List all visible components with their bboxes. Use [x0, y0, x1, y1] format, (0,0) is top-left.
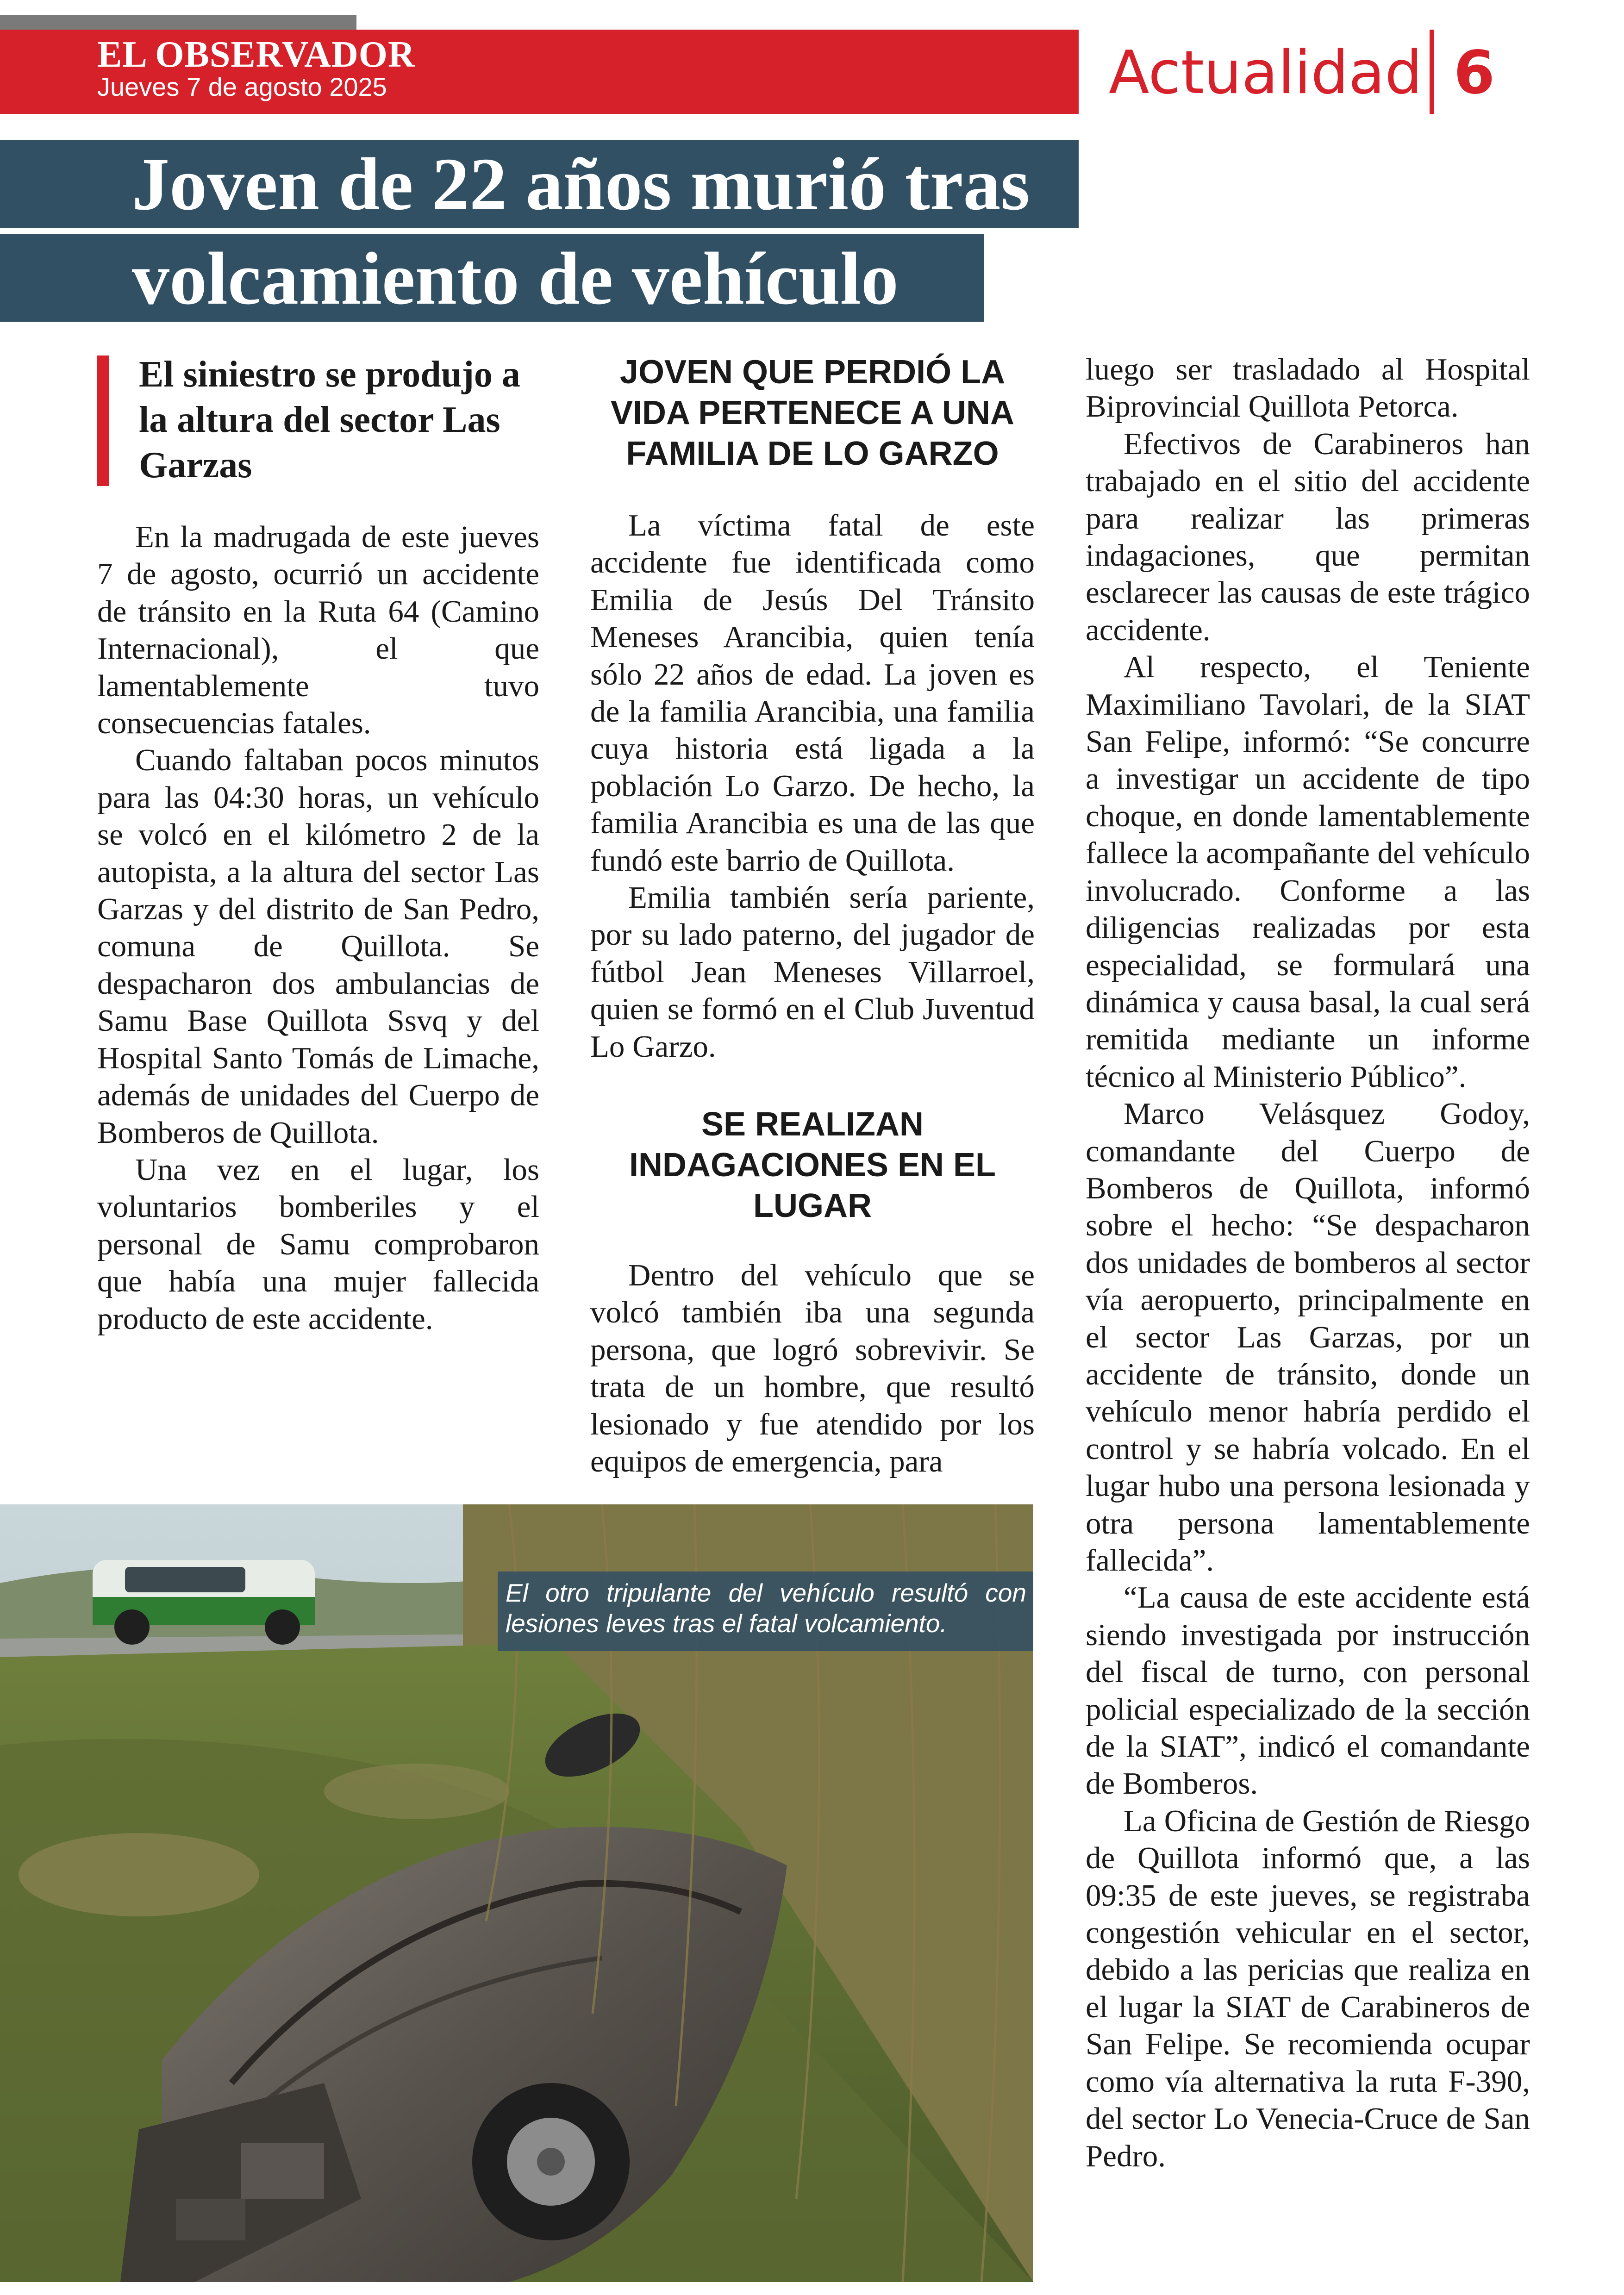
body-paragraph: La Oficina de Gestión de Riesgo de Quillota informó que, a las 09:35 de este jueves, se registraba congestión vehicular en el sector, debido a las pericias que realiza en el lugar la SIAT de Carabineros de San Felipe. Se recomienda ocupar como vía alternativa la ruta F-390, del sector Lo Venecia-Cruce de San Pedro. [1086, 1803, 1530, 2173]
body-paragraph: La víctima fatal de este accidente fue identificada como Emilia de Jesús Del Tránsito Meneses Arancibia, quien tenía sólo 22 años de edad. La joven es de la familia Arancibia, una familia cuya historia está ligada a la población Lo Garzo. De hecho, la familia Arancibia es una de las que fundó este barrio de Quillota. [590, 508, 1035, 878]
photo-caption: El otro tripulante del vehículo resultó con lesiones leves tras el fatal volcamiento. [506, 1578, 1026, 1638]
headline-line-2: volcamiento de vehículo [132, 237, 899, 320]
headline-line-1: Joven de 22 años murió tras [132, 143, 1030, 226]
body-paragraph: Dentro del vehículo que se volcó también iba una segunda persona, que logró sobrevivir. Se trata de un hombre, que resultó lesionado y fue atendido por los equipos de emergencia, para [590, 1258, 1035, 1479]
body-paragraph: Una vez en el lugar, los voluntarios bomberiles y el personal de Samu comprobaron que había una mujer fallecida producto de este accidente. [97, 1152, 539, 1336]
body-paragraph: Cuando faltaban pocos minutos para las 04:30 horas, un vehículo se volcó en el kilómetro 2 de la autopista, a la altura del sector Las Garzas y del distrito de San Pedro, comuna de Quillota. Se despacharon dos ambulancias de Samu Base Quillota Ssvq y del Hospital Santo Tomás de Limache, además de unidades del Cuerpo de Bomberos de Quillota. [97, 743, 539, 1150]
kicker-accent-bar [97, 355, 109, 486]
section-divider [1430, 30, 1434, 114]
subheading-investigation: SE REALIZAN INDAGACIONES EN EL LUGAR [629, 1106, 996, 1224]
issue-date: Jueves 7 de agosto 2025 [97, 72, 387, 101]
newspaper-name: EL OBSERVADOR [97, 34, 415, 75]
body-paragraph-continuation: luego ser trasladado al Hospital Biprovincial Quillota Petorca. [1086, 352, 1530, 424]
header-top-rule [0, 15, 356, 30]
body-paragraph: Emilia también sería pariente, por su lado paterno, del jugador de fútbol Jean Meneses Villarroel, quien se formó en el Club Juventud Lo Garzo. [590, 880, 1035, 1064]
section-name: Actualidad [1109, 38, 1423, 107]
body-paragraph: Marco Velásquez Godoy, comandante del Cuerpo de Bomberos de Quillota, informó sobre el hecho: “Se despacharon dos unidades de bomberos al sector vía aeropuerto, principalmente en el sector Las Garzas, por un accidente de tránsito, donde un vehículo menor habría perdido el control y se habría volcado. En el lugar hubo una persona lesionada y otra persona lamentablemente fallecida”. [1086, 1097, 1530, 1578]
column-2-continued [590, 1257, 1035, 1480]
subheading-family: JOVEN QUE PERDIÓ LA VIDA PERTENECE A UNA FAMILIA DE LO GARZO [610, 354, 1015, 472]
body-paragraph: En la madrugada de este jueves 7 de agosto, ocurrió un accidente de tránsito en la Ruta 64 (Camino Internacional), el que lamentablemente tuvo consecuencias fatales. [97, 520, 539, 741]
body-paragraph: “La causa de este accidente está siendo investigada por instrucción del fiscal de turno, con personal policial especializado de la sección de la SIAT”, indicó el comandante de Bomberos. [1086, 1580, 1530, 1801]
column-2 [590, 507, 1035, 1065]
kicker-subtitle: El siniestro se produjo a la altura del sector Las Garzas [139, 354, 520, 486]
body-paragraph: Al respecto, el Teniente Maximiliano Tavolari, de la SIAT San Felipe, informó: “Se concurre a investigar un accidente de tipo choque, en donde lamentablemente fallece la acompañante del vehículo involucrado. Conforme a las diligencias realizadas por esta especialidad, se formulará una dinámica y causa basal, la cual será remitida mediante un informe técnico al Ministerio Público”. [1086, 650, 1530, 1094]
column-1 [97, 518, 539, 1337]
page-number: 6 [1454, 38, 1495, 107]
body-paragraph: Efectivos de Carabineros han trabajado en el sitio del accidente para realizar las primeras indagaciones, que permitan esclarecer las causas de este trágico accidente. [1086, 426, 1530, 647]
column-3 [1086, 351, 1530, 2175]
